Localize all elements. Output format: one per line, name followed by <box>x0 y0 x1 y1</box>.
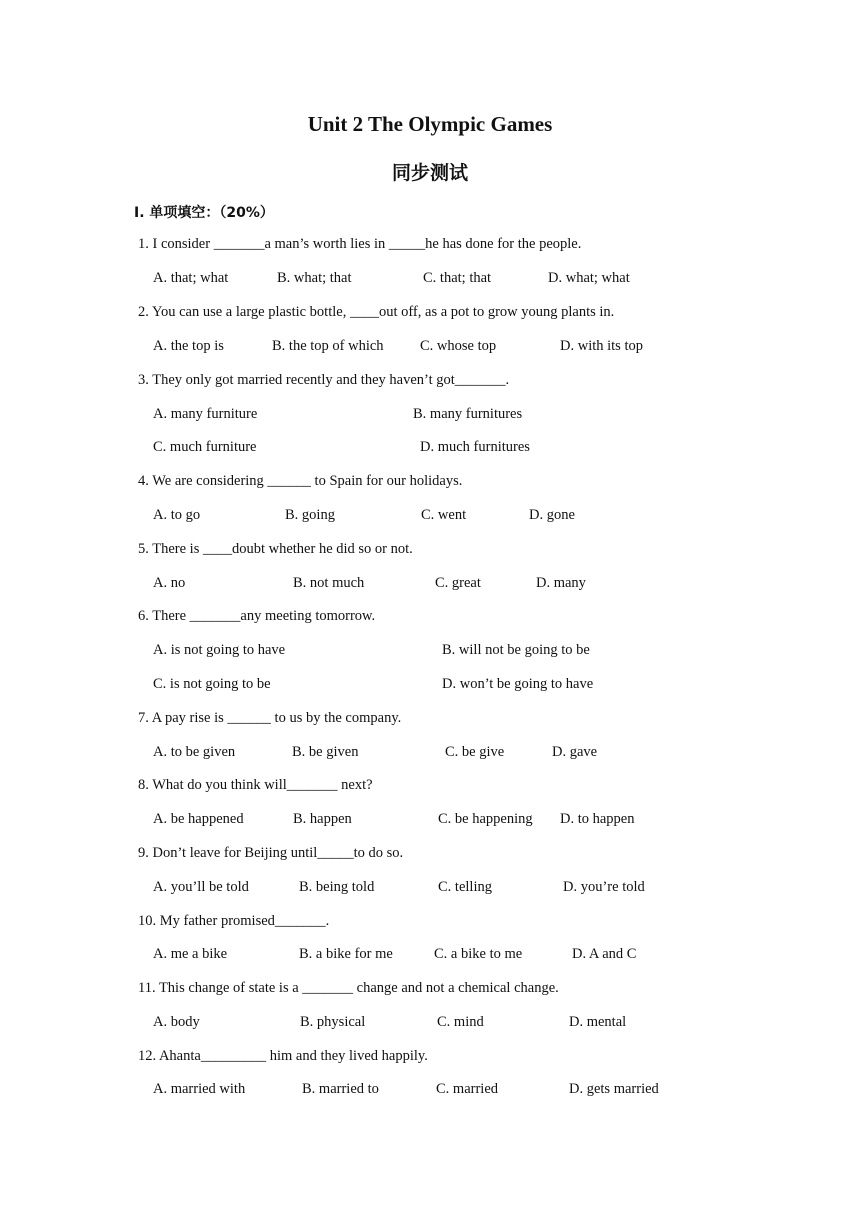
option-b: B. not much <box>293 575 365 591</box>
option-a: A. married with <box>153 1081 246 1097</box>
option-d: D. to happen <box>560 811 635 827</box>
option-c: C. married <box>436 1081 499 1097</box>
question-text: 1. I consider _______a man’s worth lies in _____he has done for the people. <box>138 236 582 252</box>
option-d: D. A and C <box>572 946 637 962</box>
option-c: C. telling <box>438 879 492 895</box>
option-b: B. will not be going to be <box>442 642 590 658</box>
option-b: B. a bike for me <box>299 946 393 962</box>
option-d: D. gone <box>529 507 575 523</box>
option-c: C. that; that <box>423 270 492 286</box>
option-d: D. gave <box>552 744 598 760</box>
option-c: C. went <box>421 507 467 523</box>
option-c: C. be give <box>445 744 505 760</box>
option-a: A. the top is <box>153 338 224 354</box>
option-b: B. going <box>285 507 335 523</box>
option-a: A. to go <box>153 507 201 523</box>
option-a: A. no <box>153 575 186 591</box>
question-text: 4. We are considering ______ to Spain for our holidays. <box>138 473 463 489</box>
option-a: A. me a bike <box>153 946 228 962</box>
option-c: C. a bike to me <box>434 946 523 962</box>
option-d: D. won’t be going to have <box>442 676 594 692</box>
question-text: 5. There is ____doubt whether he did so or not. <box>138 541 413 557</box>
question-text: 3. They only got married recently and they haven’t got_______. <box>138 372 510 388</box>
option-d: D. much furnitures <box>420 439 530 455</box>
option-a: A. be happened <box>153 811 244 827</box>
option-c: C. mind <box>437 1014 484 1030</box>
question-text: 11. This change of state is a _______ change and not a chemical change. <box>138 980 559 996</box>
option-a: A. that; what <box>153 270 229 286</box>
question-text: 7. A pay rise is ______ to us by the company. <box>138 710 402 726</box>
option-a: A. many furniture <box>153 406 258 422</box>
question-text: 8. What do you think will_______ next? <box>138 777 373 793</box>
option-b: B. be given <box>292 744 359 760</box>
question-text: 9. Don’t leave for Beijing until_____to do so. <box>138 845 404 861</box>
option-a: A. you’ll be told <box>153 879 249 895</box>
option-b: B. many furnitures <box>413 406 523 422</box>
option-d: D. what; what <box>548 270 630 286</box>
document-subtitle: 同步测试 <box>391 162 468 184</box>
option-a: A. is not going to have <box>153 642 286 658</box>
document-title: Unit 2 The Olympic Games <box>307 112 553 136</box>
option-b: B. being told <box>299 879 375 895</box>
option-d: D. you’re told <box>563 879 645 895</box>
option-b: B. married to <box>302 1081 379 1097</box>
question-text: 12. Ahanta_________ him and they lived happily. <box>138 1048 428 1064</box>
option-c: C. whose top <box>420 338 497 354</box>
option-c: C. much furniture <box>153 439 257 455</box>
question-text: 10. My father promised_______. <box>138 913 330 929</box>
option-c: C. is not going to be <box>153 676 271 692</box>
option-c: C. be happening <box>438 811 533 827</box>
question-text: 2. You can use a large plastic bottle, ____out off, as a pot to grow young plants in. <box>138 304 615 320</box>
option-c: C. great <box>435 575 481 591</box>
option-d: D. mental <box>569 1014 627 1030</box>
option-b: B. the top of which <box>272 338 384 354</box>
option-d: D. many <box>536 575 586 591</box>
option-d: D. gets married <box>569 1081 659 1097</box>
section-heading: Ⅰ. 单项填空：（20%） <box>134 205 274 221</box>
option-b: B. happen <box>293 811 352 827</box>
option-a: A. body <box>153 1014 200 1030</box>
option-d: D. with its top <box>560 338 643 354</box>
option-a: A. to be given <box>153 744 236 760</box>
question-text: 6. There _______any meeting tomorrow. <box>138 608 376 624</box>
option-b: B. what; that <box>277 270 352 286</box>
option-b: B. physical <box>300 1014 366 1030</box>
